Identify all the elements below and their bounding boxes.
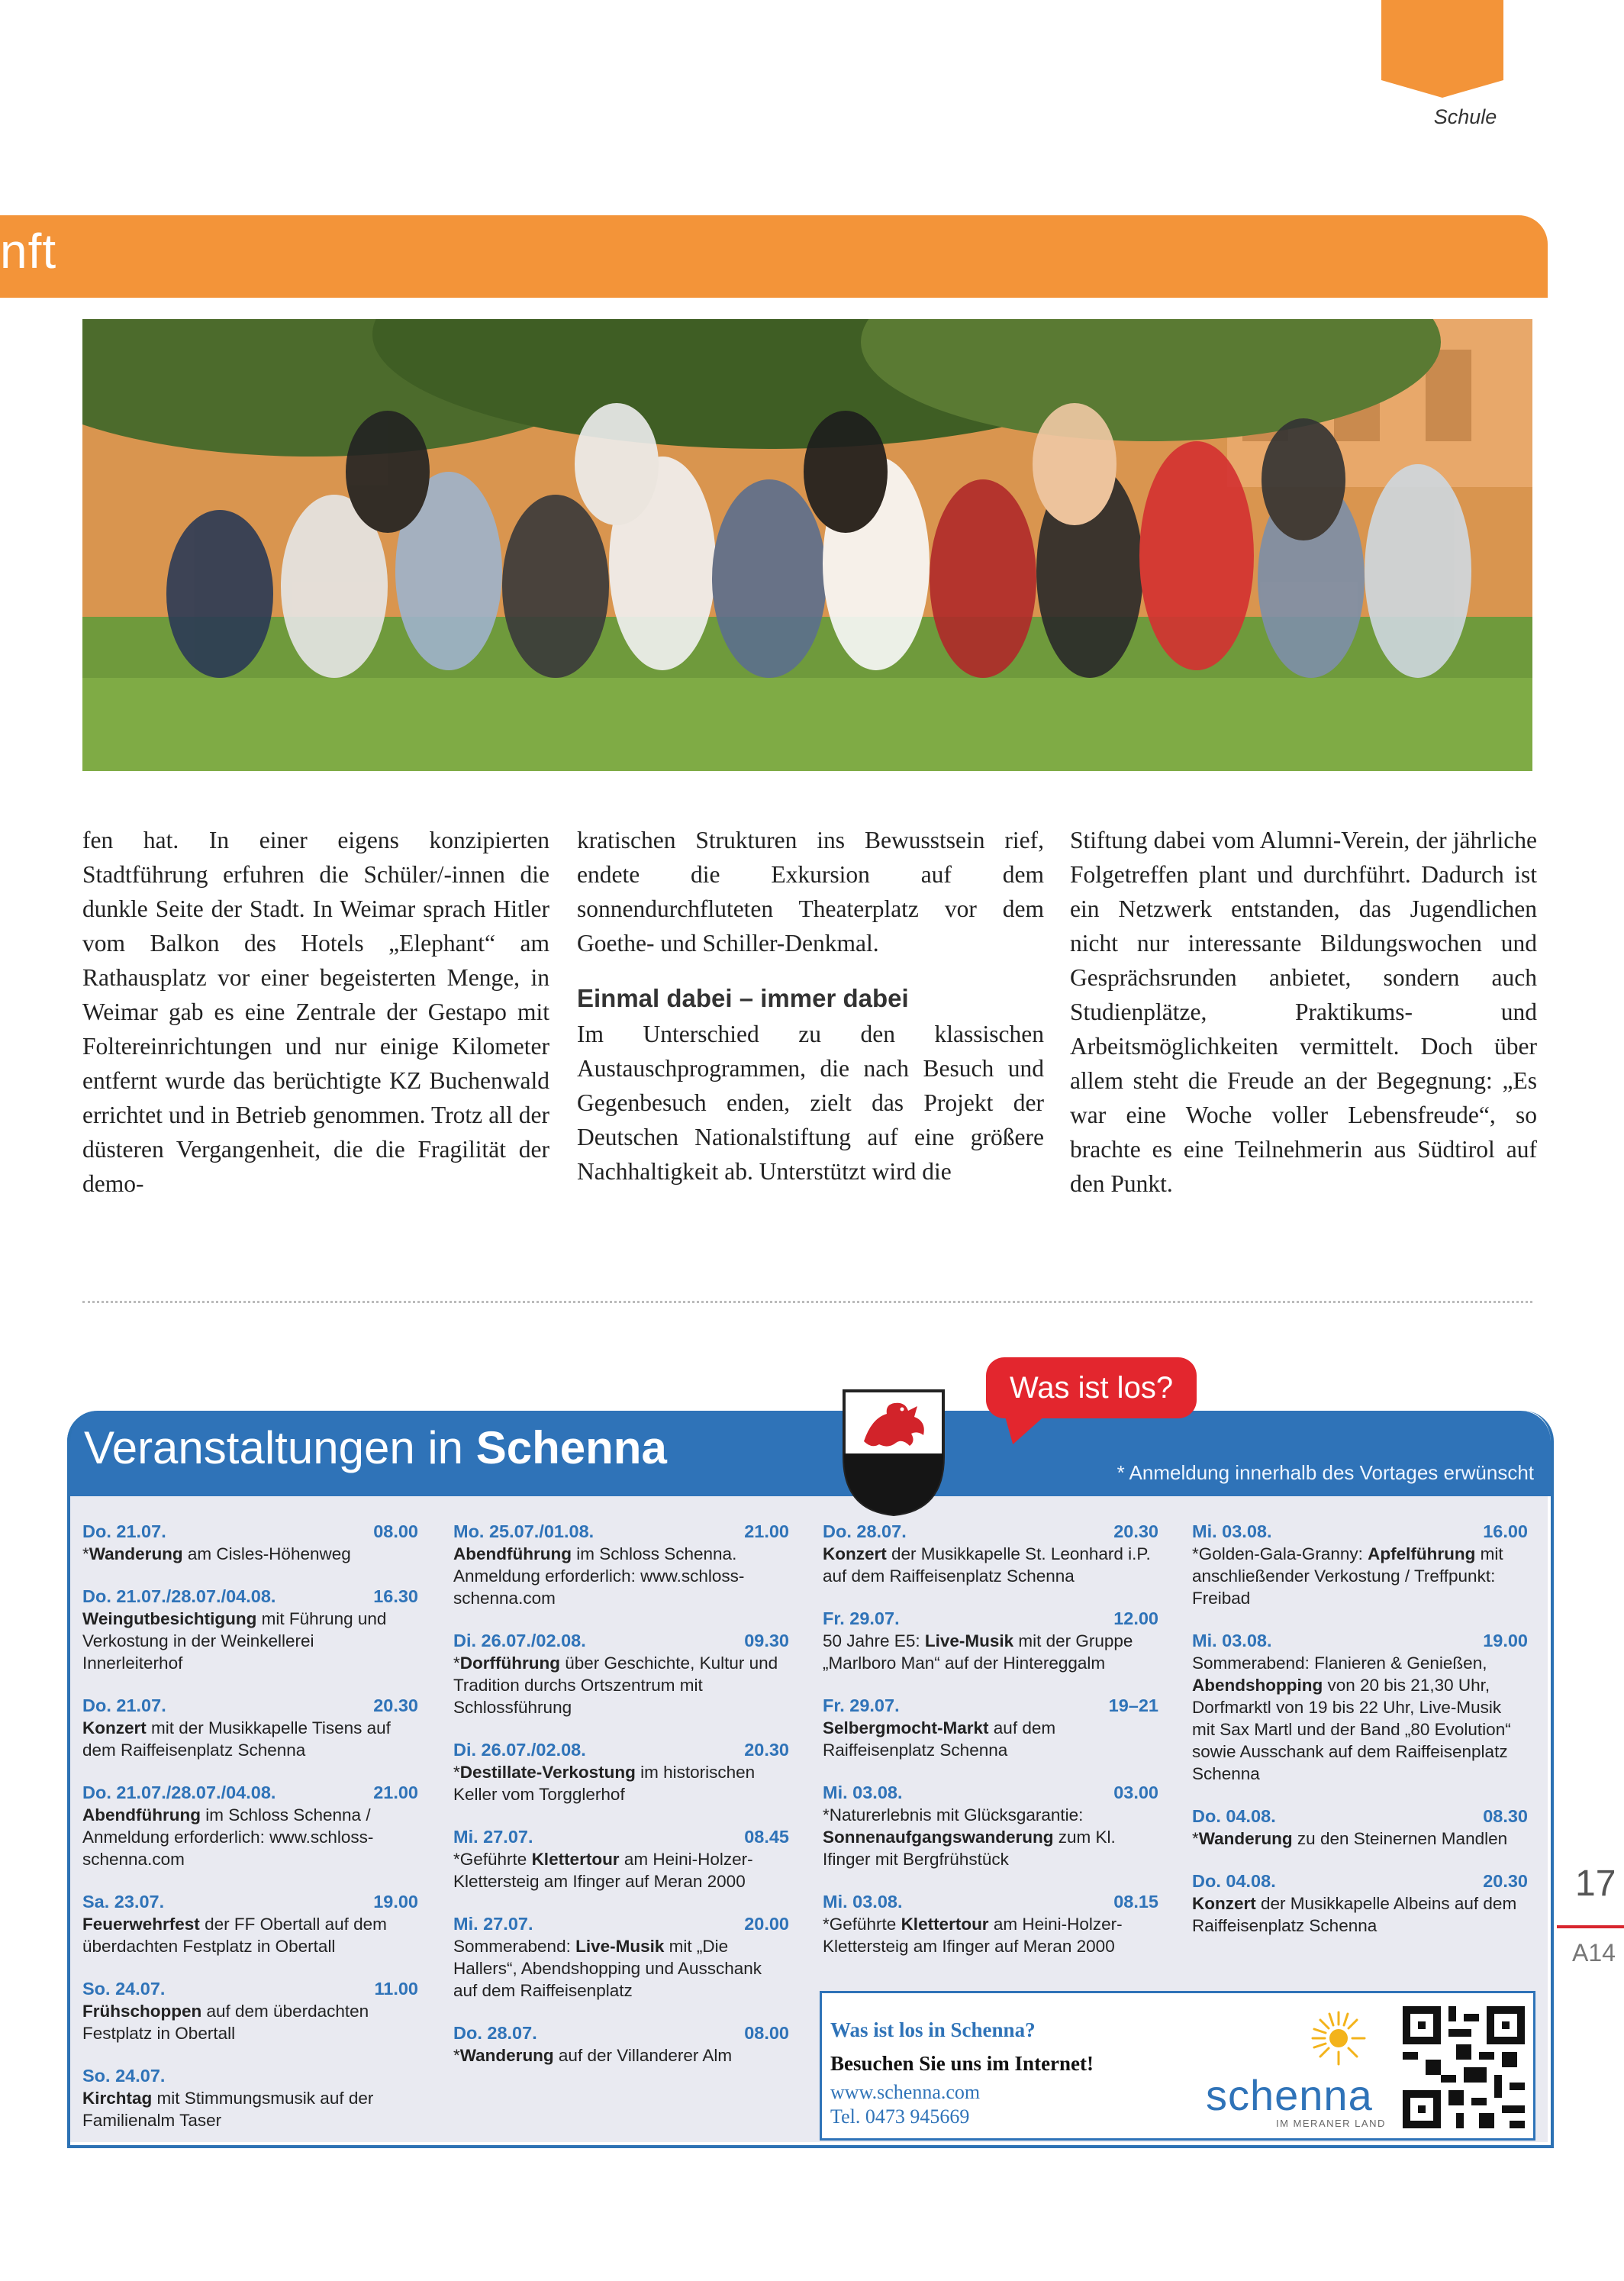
event-item: Do. 28.07. 20.30 Konzert der Musikkapelle St. Leonhard i.P. auf dem Raiffeisenplatz Schenna bbox=[823, 1521, 1158, 1586]
event-item: Mi. 27.07. 20.00 Sommerabend: Live-Musik mit „Die Hallers“, Abendshopping und Ausschank auf dem Raiffeisenplatz bbox=[453, 1914, 789, 2000]
event-item: Do. 28.07. 08.00 *Wanderung auf der Villanderer Alm bbox=[453, 2023, 789, 2065]
article-paragraph: Stiftung dabei vom Alumni-Verein, der jährliche Folgetreffen plant und durchführt. Dadurch ist ein Netzwerk entstanden, das Jugendlichen nicht nur interessante Bildungswochen und Gesprächsrunden anbietet, sondern auch Studienplätze, Praktikums- und Arbeitsmöglichkeiten vermittelt. Doch über allem steht die Freude an der Begegnung: „Es war eine Woche voller Lebensfreude“, so brachte es eine Teilnehmerin aus Südtirol auf den Punkt. bbox=[1070, 827, 1537, 1197]
event-item: So. 24.07. Kirchtag mit Stimmungsmusik auf der Familienalm Taser bbox=[82, 2066, 374, 2130]
section-tab bbox=[1381, 0, 1503, 98]
event-item: Fr. 29.07. 19–21 Selbergmocht-Markt auf dem Raiffeisenplatz Schenna bbox=[823, 1695, 1158, 1760]
event-item: Sa. 23.07. 19.00 Feuerwehrfest der FF Obertall auf dem überdachten Festplatz in Obertall bbox=[82, 1892, 418, 1956]
info-visit: Besuchen Sie uns im Internet! bbox=[830, 2052, 1094, 2075]
event-item: Mi. 03.08. 16.00 *Golden-Gala-Granny: Apfelführung mit anschließender Verkostung / Treffpunkt: Freibad bbox=[1192, 1521, 1528, 1608]
article-column-1 bbox=[82, 823, 549, 1201]
section-label: Schule bbox=[1433, 105, 1497, 128]
qr-code-icon bbox=[1403, 2006, 1525, 2128]
event-item: Mi. 03.08. 08.15 *Geführte Klettertour am Heini-Holzer-Klettersteig am Ifinger auf Meran 2000 bbox=[823, 1892, 1158, 1956]
page-code: A14 bbox=[1572, 1939, 1616, 1966]
event-item: Di. 26.07./02.08. 09.30 *Dorfführung über Geschichte, Kultur und Tradition durchs Ortszentrum mit Schlossführung bbox=[453, 1631, 789, 1717]
article-paragraph: fen hat. In einer eigens konzipierten Stadtführung erfuhren die Schüler/-innen die dunkle Seite der Stadt. In Weimar sprach Hitler vom Balkon des Hotels „Elephant“ am Rathausplatz vor einer begeisterten Menge, in Weimar gab es eine Zentrale der Gestapo mit Foltereinrichtungen und nur einige Kilometer entfernt wurde das berüchtigte KZ Buchenwald errichtet und in Betrieb genommen. Trotz all der düsteren Vergangenheit, die die Fragilität der demo- bbox=[82, 827, 549, 1197]
was-ist-los-bubble: Was ist los? bbox=[986, 1357, 1197, 1418]
event-item: So. 24.07. 11.00 Frühschoppen auf dem überdachten Festplatz in Obertall bbox=[82, 1979, 418, 2043]
page-number: 17 bbox=[1575, 1863, 1616, 1904]
events-note: * Anmeldung innerhalb des Vortages erwünscht bbox=[1116, 1461, 1534, 1484]
article-paragraph: kratischen Strukturen ins Bewusstsein rief, endete die Exkursion auf dem sonnendurchfluteten Theaterplatz vor dem Goethe- und Schiller-Denkmal. bbox=[577, 827, 1044, 957]
schenna-logo: schenna bbox=[1206, 2071, 1373, 2119]
article-paragraph: Im Unterschied zu den klassischen Austauschprogrammen, die nach Besuch und Gegenbesuch enden, zielt das Projekt der Deutschen Nationalstiftung auf eine größere Nachhaltigkeit ab. Unterstützt wird die bbox=[577, 1021, 1044, 1185]
event-item: Do. 21.07. 08.00 *Wanderung am Cisles-Höhenweg bbox=[82, 1521, 418, 1563]
phone-number: Tel. 0473 945669 bbox=[830, 2105, 970, 2128]
event-item: Di. 26.07./02.08. 20.30 *Destillate-Verkostung im historischen Keller vom Torgglerhof bbox=[453, 1740, 789, 1804]
event-item: Mi. 03.08. 03.00 *Naturerlebnis mit Glücksgarantie: Sonnenaufgangswanderung zum Kl. Ifinger mit Bergfrühstück bbox=[823, 1783, 1158, 1869]
event-item: Mi. 27.07. 08.45 *Geführte Klettertour am Heini-Holzer-Klettersteig am Ifinger auf Meran 2000 bbox=[453, 1827, 789, 1891]
article-subheading: Einmal dabei – immer dabei bbox=[577, 984, 909, 1012]
event-item: Do. 21.07./28.07./04.08. 16.30 Weingutbesichtigung mit Führung und Verkostung in der Weinkellerei Innerleiterhof bbox=[82, 1586, 418, 1673]
event-item: Do. 04.08. 20.30 Konzert der Musikkapelle Albeins auf dem Raiffeisenplatz Schenna bbox=[1192, 1871, 1528, 1935]
coat-of-arms-icon bbox=[841, 1388, 946, 1518]
page-number-rule bbox=[1557, 1925, 1624, 1928]
article-column-3 bbox=[1070, 823, 1537, 1201]
events-column-2 bbox=[453, 1521, 789, 2087]
event-item: Mo. 25.07./01.08. 21.00 Abendführung im Schloss Schenna. Anmeldung erforderlich: www.schloss-schenna.com bbox=[453, 1521, 789, 1608]
dotted-divider bbox=[82, 1301, 1532, 1303]
title-fragment: nft bbox=[0, 224, 57, 279]
schenna-logo-subtitle: IM MERANER LAND bbox=[1276, 2118, 1386, 2129]
events-column-3 bbox=[823, 1521, 1158, 1978]
title-bar bbox=[0, 215, 1548, 298]
event-item: Mi. 03.08. 19.00 Sommerabend: Flanieren & Genießen, Abendshopping von 20 bis 21,30 Uhr, Dorfmarktl von 19 bis 22 Uhr, Live-Musik mit Sax Martl und der Band „80 Evolution“ sowie Ausschank auf dem Raiffeisenplatz Schenna bbox=[1192, 1631, 1528, 1783]
events-title: Veranstaltungen in Schenna bbox=[84, 1422, 667, 1473]
event-item: Do. 04.08. 08.30 *Wanderung zu den Steinernen Mandlen bbox=[1192, 1806, 1528, 1848]
sun-logo-icon bbox=[1310, 2009, 1368, 2067]
article-column-2 bbox=[577, 823, 1044, 1189]
info-question: Was ist los in Schenna? bbox=[830, 2018, 1036, 2041]
event-item: Do. 21.07. 20.30 Konzert mit der Musikkapelle Tisens auf dem Raiffeisenplatz Schenna bbox=[82, 1695, 418, 1760]
events-column-1 bbox=[82, 1521, 418, 2152]
event-item: Do. 21.07./28.07./04.08. 21.00 Abendführung im Schloss Schenna / Anmeldung erforderlich: www.schloss-schenna.com bbox=[82, 1783, 418, 1869]
events-column-4 bbox=[1192, 1521, 1528, 1957]
group-photo bbox=[82, 319, 1532, 771]
event-item: Fr. 29.07. 12.00 50 Jahre E5: Live-Musik mit der Gruppe „Marlboro Man“ auf der Hintereggalm bbox=[823, 1608, 1158, 1673]
website-link[interactable]: www.schenna.com bbox=[830, 2081, 981, 2103]
